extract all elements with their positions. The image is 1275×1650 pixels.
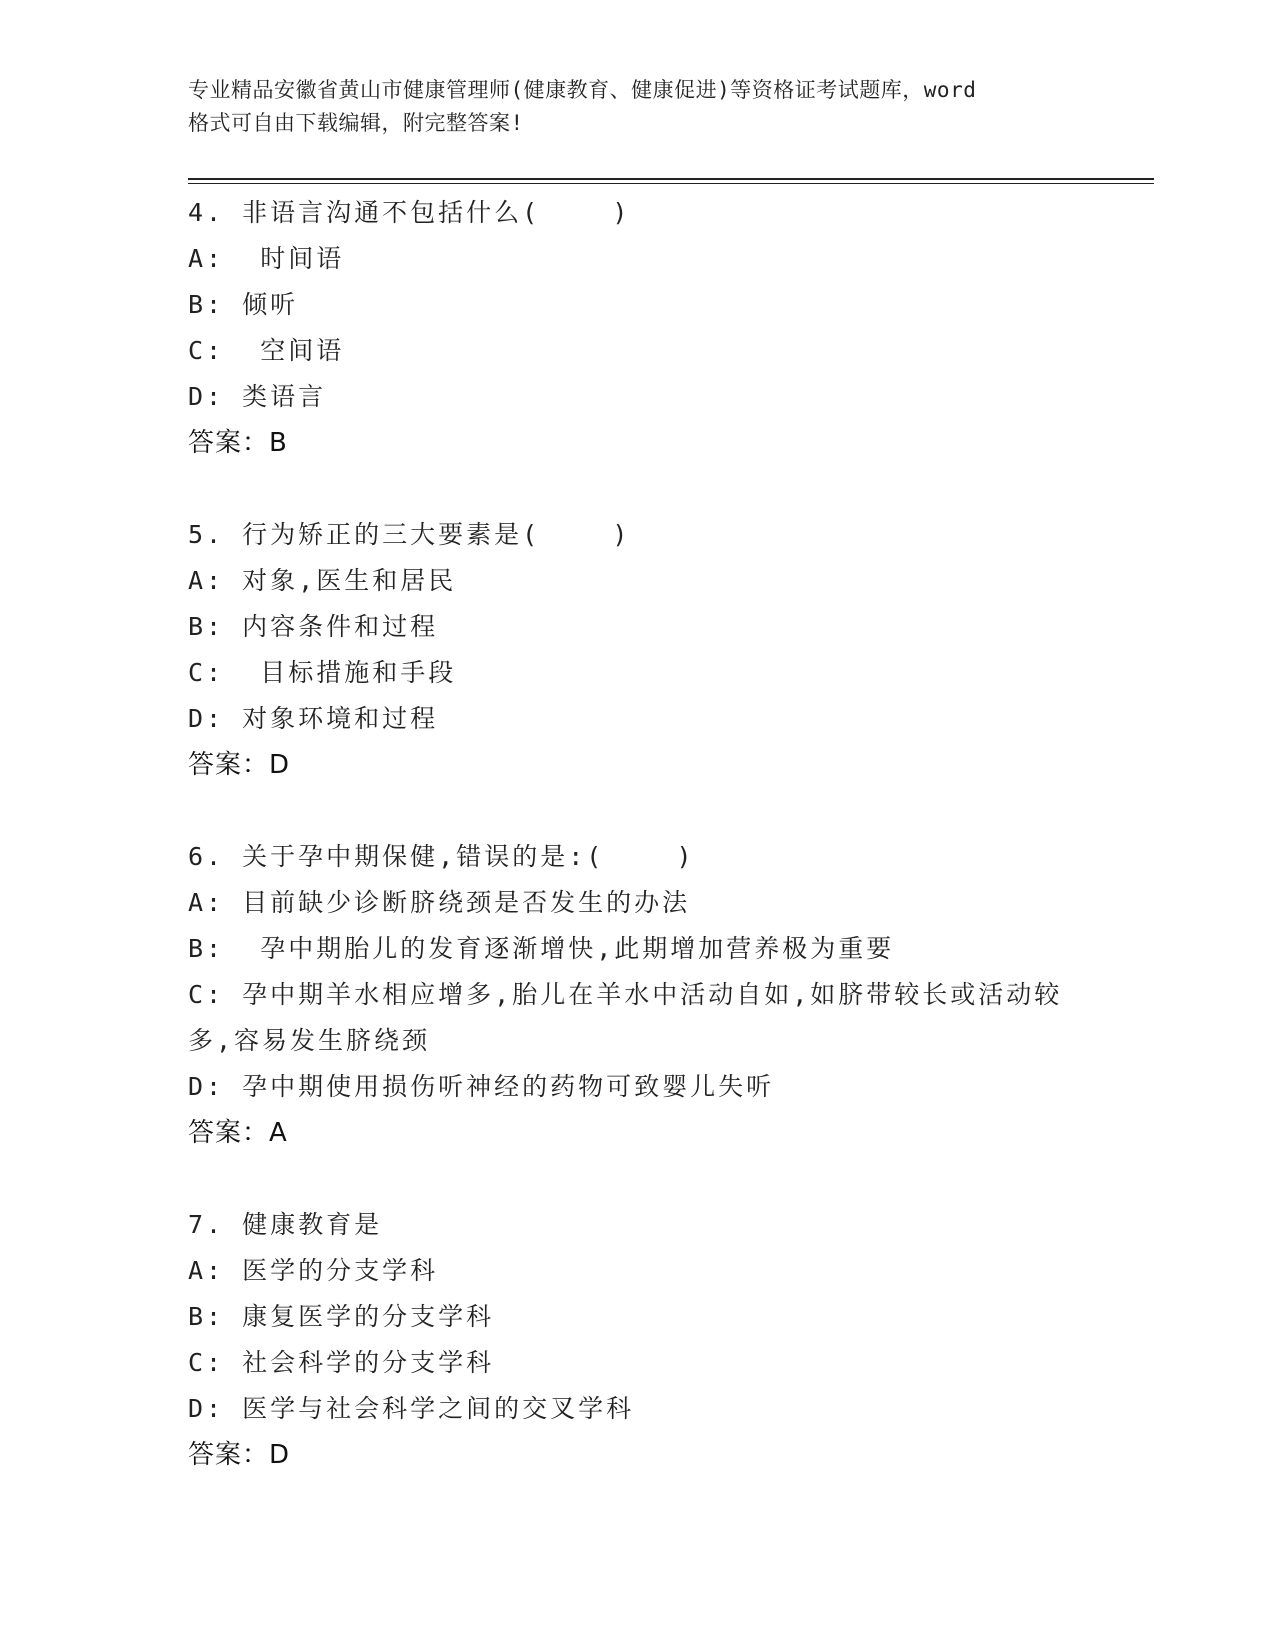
option-a: A: 对象,医生和居民 xyxy=(188,566,457,595)
header-line-1: 专业精品安徽省黄山市健康管理师(健康教育、健康促进)等资格证考试题库，word xyxy=(188,78,977,102)
question-stem: 7. 健康教育是 xyxy=(188,1210,383,1239)
question-stem: 5. 行为矫正的三大要素是( ) xyxy=(188,520,631,549)
option-a: A: 时间语 xyxy=(188,244,345,273)
header-divider-thin xyxy=(188,183,1154,184)
question-stem: 6. 关于孕中期保健,错误的是:( ) xyxy=(188,842,695,871)
document-header xyxy=(188,74,1088,140)
option-b: B: 内容条件和过程 xyxy=(188,612,439,641)
answer-label: 答案：B xyxy=(188,428,288,458)
question-item xyxy=(188,512,1088,788)
option-d: D: 类语言 xyxy=(188,382,327,411)
option-d: D: 对象环境和过程 xyxy=(188,704,439,733)
option-a: A: 医学的分支学科 xyxy=(188,1256,439,1285)
question-item xyxy=(188,1202,1088,1478)
option-a: A: 目前缺少诊断脐绕颈是否发生的办法 xyxy=(188,888,691,917)
answer-label: 答案：D xyxy=(188,750,291,780)
option-d: D: 孕中期使用损伤听神经的药物可致婴儿失听 xyxy=(188,1072,775,1101)
question-list xyxy=(188,190,1088,1524)
header-divider xyxy=(188,178,1154,180)
question-item xyxy=(188,190,1088,466)
option-b: B: 康复医学的分支学科 xyxy=(188,1302,495,1331)
option-b: B: 倾听 xyxy=(188,290,299,319)
option-c: C: 目标措施和手段 xyxy=(188,658,457,687)
option-b: B: 孕中期胎儿的发育逐渐增快,此期增加营养极为重要 xyxy=(188,934,895,963)
option-c: C: 孕中期羊水相应增多,胎儿在羊水中活动自如,如脐带较长或活动较多,容易发生脐绕颈 xyxy=(188,980,1063,1055)
question-item xyxy=(188,834,1088,1156)
option-c: C: 空间语 xyxy=(188,336,345,365)
option-d: D: 医学与社会科学之间的交叉学科 xyxy=(188,1394,635,1423)
answer-label: 答案：A xyxy=(188,1118,288,1148)
header-line-2: 格式可自由下载编辑，附完整答案! xyxy=(188,111,524,135)
answer-label: 答案：D xyxy=(188,1440,291,1470)
question-stem: 4. 非语言沟通不包括什么( ) xyxy=(188,198,631,227)
option-c: C: 社会科学的分支学科 xyxy=(188,1348,495,1377)
